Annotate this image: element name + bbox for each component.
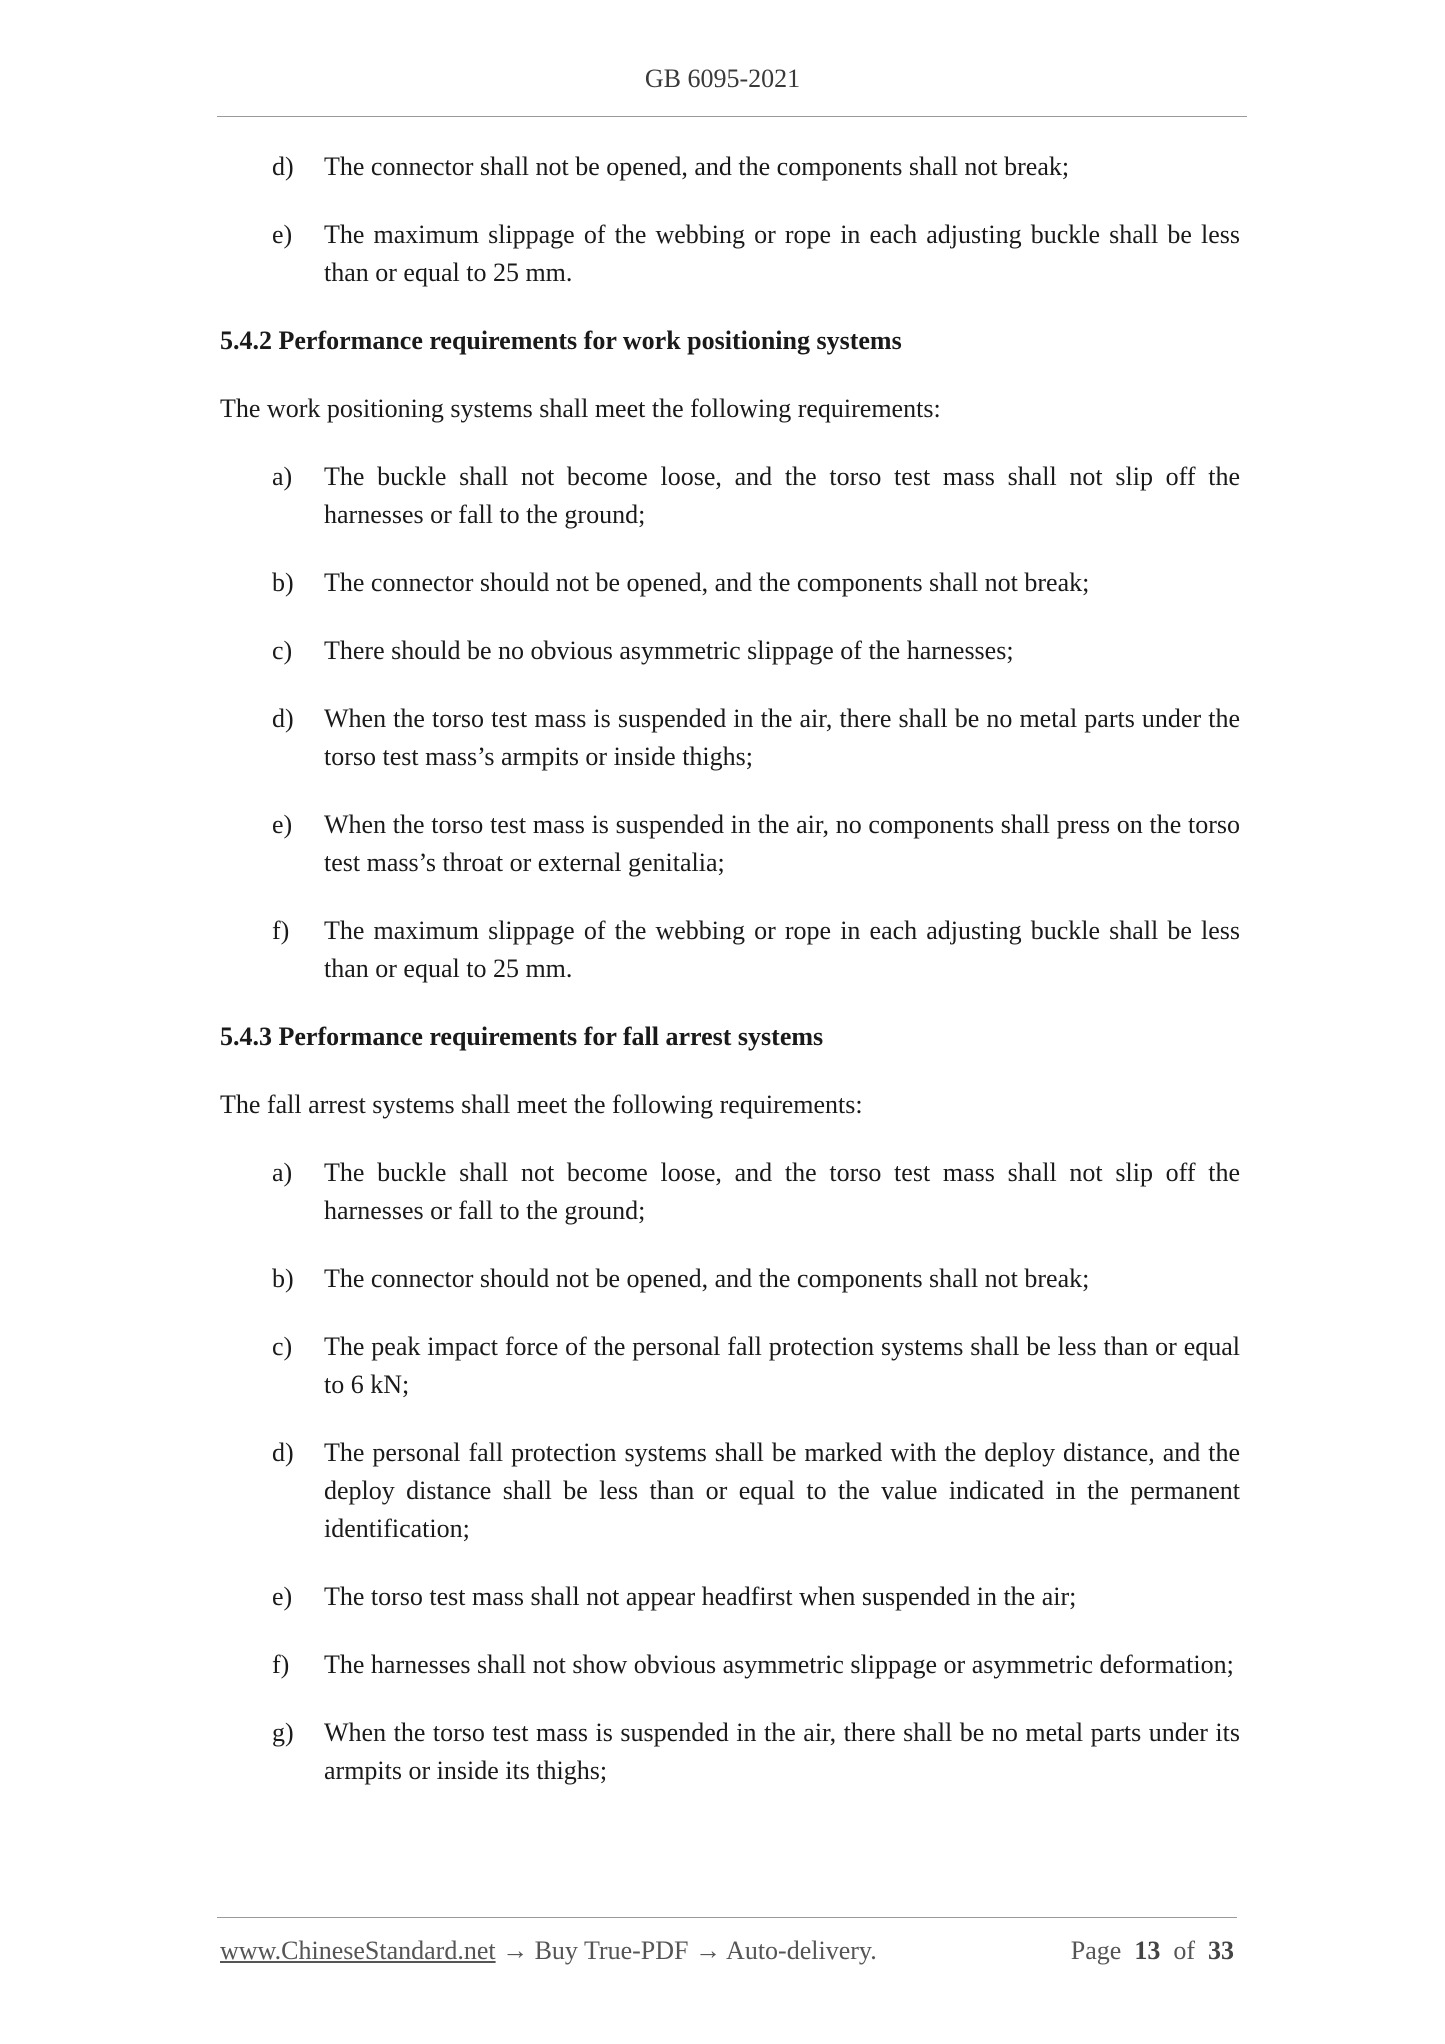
list-item-text: The connector should not be opened, and the components shall not break; — [324, 568, 1090, 597]
footer-divider — [217, 1917, 1237, 1918]
list-marker: g) — [272, 1718, 294, 1747]
list-marker: a) — [272, 462, 293, 491]
list-item-text: The buckle shall not become loose, and the torso test mass shall not slip off the harnesses or fall to the ground; — [324, 462, 1240, 529]
header-divider — [217, 116, 1247, 117]
list-item-text: The torso test mass shall not appear headfirst when suspended in the air; — [324, 1582, 1077, 1611]
list-marker: e) — [272, 810, 293, 839]
page-total: 33 — [1208, 1936, 1234, 1965]
list-item-text: The peak impact force of the personal fall protection systems shall be less than or equal to 6 kN; — [324, 1332, 1240, 1399]
list-marker: d) — [272, 704, 294, 733]
list-item-text: When the torso test mass is suspended in the air, there shall be no metal parts under its armpits or inside its thighs; — [324, 1718, 1240, 1785]
page-label: Page — [1070, 1936, 1122, 1965]
list-marker: b) — [272, 1264, 294, 1293]
list-marker: f) — [272, 1650, 290, 1679]
list-marker: a) — [272, 1158, 293, 1187]
list-item — [220, 1714, 1240, 1790]
list-item-text: When the torso test mass is suspended in the air, no components shall press on the torso test mass’s throat or external genitalia; — [324, 810, 1240, 877]
list-marker: b) — [272, 568, 294, 597]
list-item-text: The personal fall protection systems shall be marked with the deploy distance, and the deploy distance shall be less than or equal to the value indicated in the permanent identification; — [324, 1438, 1240, 1543]
list-marker: d) — [272, 152, 294, 181]
list-item-text: There should be no obvious asymmetric slippage of the harnesses; — [324, 636, 1014, 665]
list-item — [220, 216, 1240, 292]
list-marker: e) — [272, 1582, 293, 1611]
list-item — [220, 1260, 1240, 1298]
list-marker: c) — [272, 1332, 293, 1361]
list-item — [220, 1154, 1240, 1230]
section-heading-5-4-3: 5.4.3 Performance requirements for fall arrest systems — [220, 1022, 824, 1051]
list-item-text: The maximum slippage of the webbing or rope in each adjusting buckle shall be less than or equal to 25 mm. — [324, 220, 1240, 287]
footer-website-link[interactable]: www.ChineseStandard.net — [220, 1936, 496, 1965]
list-item — [220, 1646, 1240, 1684]
page-number — [1071, 1936, 1234, 1966]
list-marker: d) — [272, 1438, 294, 1467]
section-heading-5-4-2: 5.4.2 Performance requirements for work positioning systems — [220, 326, 902, 355]
list-item-text: The harnesses shall not show obvious asymmetric slippage or asymmetric deformation; — [324, 1650, 1234, 1679]
list-item-text: When the torso test mass is suspended in the air, there shall be no metal parts under the torso test mass’s armpits or inside thighs; — [324, 704, 1240, 771]
section-intro-5-4-3: The fall arrest systems shall meet the following requirements: — [220, 1090, 863, 1119]
list-item-text: The connector shall not be opened, and the components shall not break; — [324, 152, 1070, 181]
list-item — [220, 700, 1240, 776]
list-item — [220, 632, 1240, 670]
list-item — [220, 458, 1240, 534]
list-item-text: The connector should not be opened, and the components shall not break; — [324, 1264, 1090, 1293]
list-item — [220, 1434, 1240, 1548]
list-marker: f) — [272, 916, 290, 945]
page-footer — [220, 1936, 1234, 1966]
list-item — [220, 1328, 1240, 1404]
list-item — [220, 1578, 1240, 1616]
list-item — [220, 912, 1240, 988]
page-current: 13 — [1134, 1936, 1161, 1965]
list-marker: c) — [272, 636, 293, 665]
document-body — [220, 148, 1240, 1820]
list-item-text: The buckle shall not become loose, and the torso test mass shall not slip off the harnesses or fall to the ground; — [324, 1158, 1240, 1225]
page-header-title: GB 6095-2021 — [644, 64, 801, 93]
footer-promo — [220, 1936, 877, 1966]
list-marker: e) — [272, 220, 293, 249]
footer-promo-text: → Buy True-PDF → Auto-delivery. — [495, 1936, 877, 1965]
list-item — [220, 148, 1240, 186]
list-item-text: The maximum slippage of the webbing or rope in each adjusting buckle shall be less than or equal to 25 mm. — [324, 916, 1240, 983]
of-label: of — [1173, 1936, 1195, 1965]
section-intro-5-4-2: The work positioning systems shall meet the following requirements: — [220, 394, 941, 423]
list-item — [220, 806, 1240, 882]
list-item — [220, 564, 1240, 602]
